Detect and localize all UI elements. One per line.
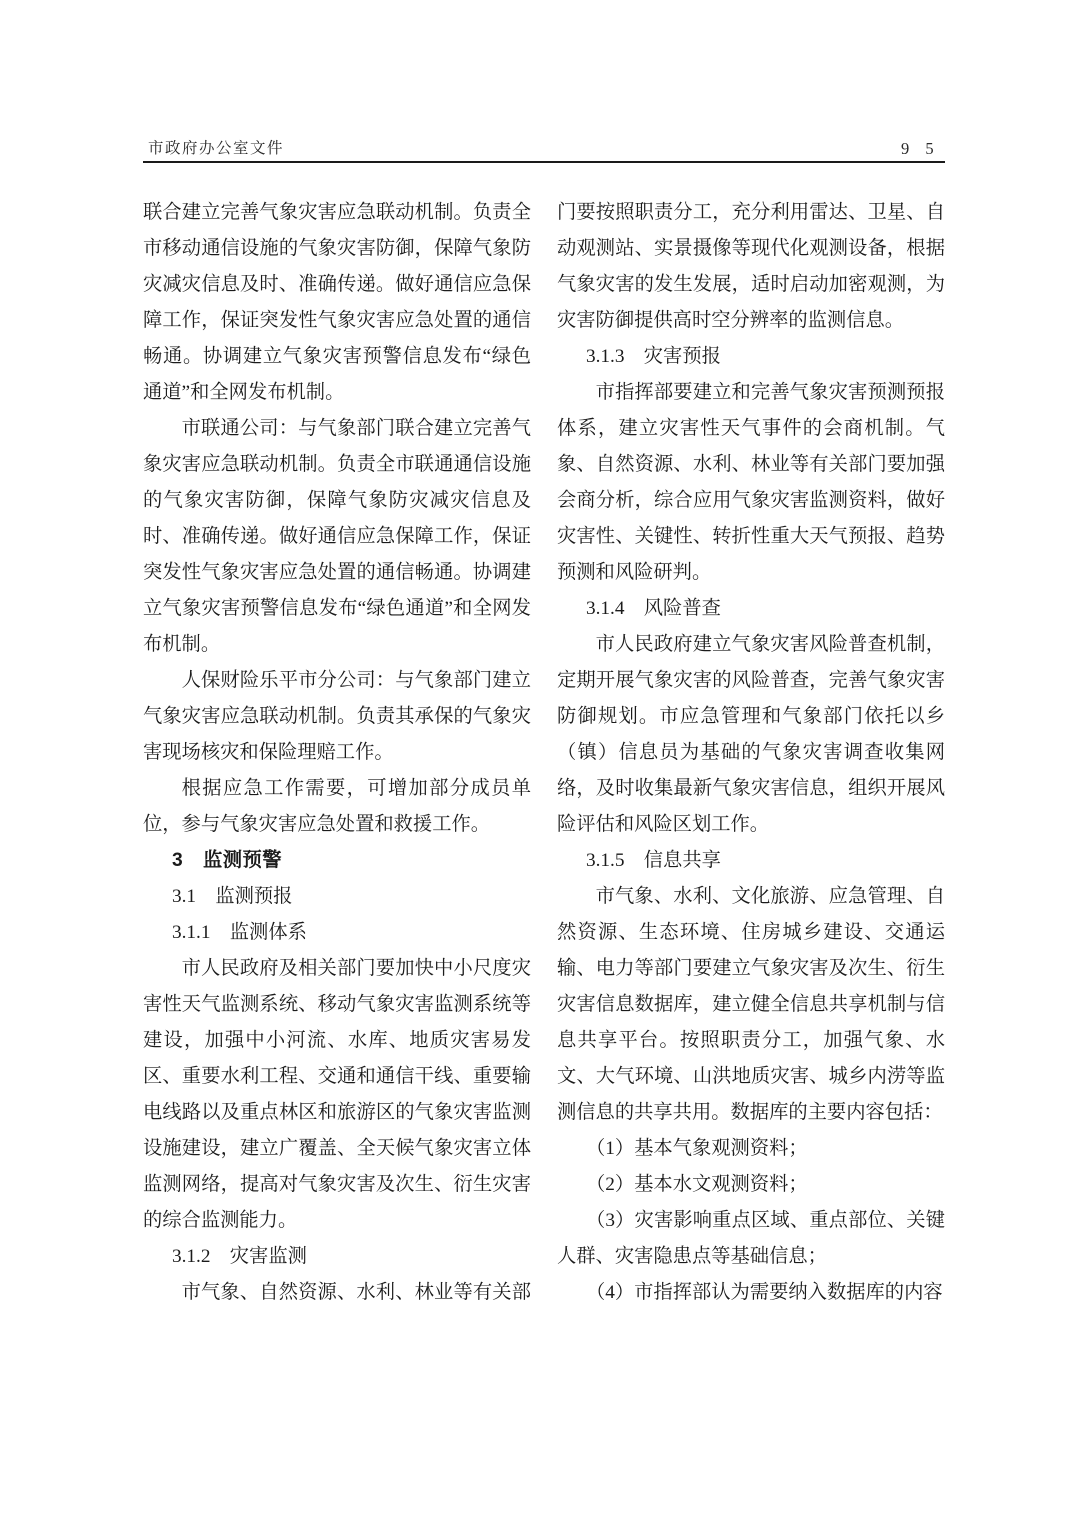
right-column — [557, 195, 945, 1311]
paragraph-disaster-monitoring-start: 市气象、自然资源、水利、林业等有关部 — [181, 1282, 531, 1303]
paragraph-additional-members: 根据应急工作需要，可增加部分成员单位，参与气象灾害应急处置和救援工作。 — [143, 778, 531, 835]
heading-3-1-4-risk-survey: 3.1.4 风险普查 — [585, 598, 721, 619]
paragraph-unicom-company: 市联通公司：与气象部门联合建立完善气象灾害应急联动机制。负责全市联通通信设施的气象灾害防御，保障气象防灾减灾信息及时、准确传递。做好通信应急保障工作，保证突发性气象灾害应急处置的通信畅通。协调建立气象灾害预警信息发布“绿色通道”和全网发布机制。 — [143, 418, 531, 655]
header-rule — [143, 161, 945, 163]
heading-3-1-monitoring-forecast: 3.1 监测预报 — [171, 886, 293, 907]
paragraph-monitoring-network: 市人民政府及相关部门要加快中小尺度灾害性天气监测系统、移动气象灾害监测系统等建设，加强中小河流、水库、地质灾害易发区、重要水利工程、交通和通信干线、重要输电线路以及重点林区和旅游区的气象灾害监测设施建设，建立广覆盖、全天候气象灾害立体监测网络，提高对气象灾害及次生、衍生灾害的综合监测能力。 — [143, 958, 531, 1231]
header-title: 市政府办公室文件 — [148, 140, 285, 157]
paragraph-risk-survey-mechanism: 市人民政府建立气象灾害风险普查机制，定期开展气象灾害的风险普查，完善气象灾害防御规划。市应急管理和气象部门依托以乡（镇）信息员为基础的气象灾害调查收集网络，及时收集最新气象灾害信息，组织开展风险评估和风险区划工作。 — [557, 634, 945, 835]
heading-3-monitoring-warning: 3 监测预警 — [171, 850, 283, 871]
list-item-1-meteorological-data: （1）基本气象观测资料； — [585, 1138, 808, 1159]
heading-3-1-1-monitoring-system: 3.1.1 监测体系 — [171, 922, 307, 943]
left-column — [143, 195, 531, 1311]
list-item-3-key-areas-info: （3）灾害影响重点区域、重点部位、关键人群、灾害隐患点等基础信息； — [557, 1210, 945, 1267]
paragraph-forecast-system: 市指挥部要建立和完善气象灾害预测预报体系，建立灾害性天气事件的会商机制。气象、自然资源、水利、林业等有关部门要加强会商分析，综合应用气象灾害监测资料，做好灾害性、关键性、转折性重大天气预报、趋势预测和风险研判。 — [557, 382, 945, 583]
paragraph-disaster-monitoring-continued: 门要按照职责分工，充分利用雷达、卫星、自动观测站、实景摄像等现代化观测设备，根据气象灾害的发生发展，适时启动加密观测，为灾害防御提供高时空分辨率的监测信息。 — [557, 202, 945, 331]
paragraph-emergency-linkage-continued: 联合建立完善气象灾害应急联动机制。负责全市移动通信设施的气象灾害防御，保障气象防灾减灾信息及时、准确传递。做好通信应急保障工作，保证突发性气象灾害应急处置的通信畅通。协调建立气象灾害预警信息发布“绿色通道”和全网发布机制。 — [143, 202, 531, 403]
page-number: 9 5 — [901, 139, 940, 158]
heading-3-1-3-disaster-forecast: 3.1.3 灾害预报 — [585, 346, 721, 367]
document-body — [143, 195, 945, 1311]
heading-3-1-5-information-sharing: 3.1.5 信息共享 — [585, 850, 721, 871]
page-header — [0, 0, 1074, 170]
heading-3-1-2-disaster-monitoring: 3.1.2 灾害监测 — [171, 1246, 307, 1267]
paragraph-picc-branch: 人保财险乐平市分公司：与气象部门建立气象灾害应急联动机制。负责其承保的气象灾害现场核灾和保险理赔工作。 — [143, 670, 531, 763]
list-item-2-hydrological-data: （2）基本水文观测资料； — [585, 1174, 808, 1195]
list-item-4-headquarters-content: （4）市指挥部认为需要纳入数据库的内容 — [585, 1282, 943, 1303]
paragraph-information-database: 市气象、水利、文化旅游、应急管理、自然资源、生态环境、住房城乡建设、交通运输、电力等部门要建立气象灾害及次生、衍生灾害信息数据库，建立健全信息共享机制与信息共享平台。按照职责分工，加强气象、水文、大气环境、山洪地质灾害、城乡内涝等监测信息的共享共用。数据库的主要内容包括： — [557, 886, 945, 1123]
